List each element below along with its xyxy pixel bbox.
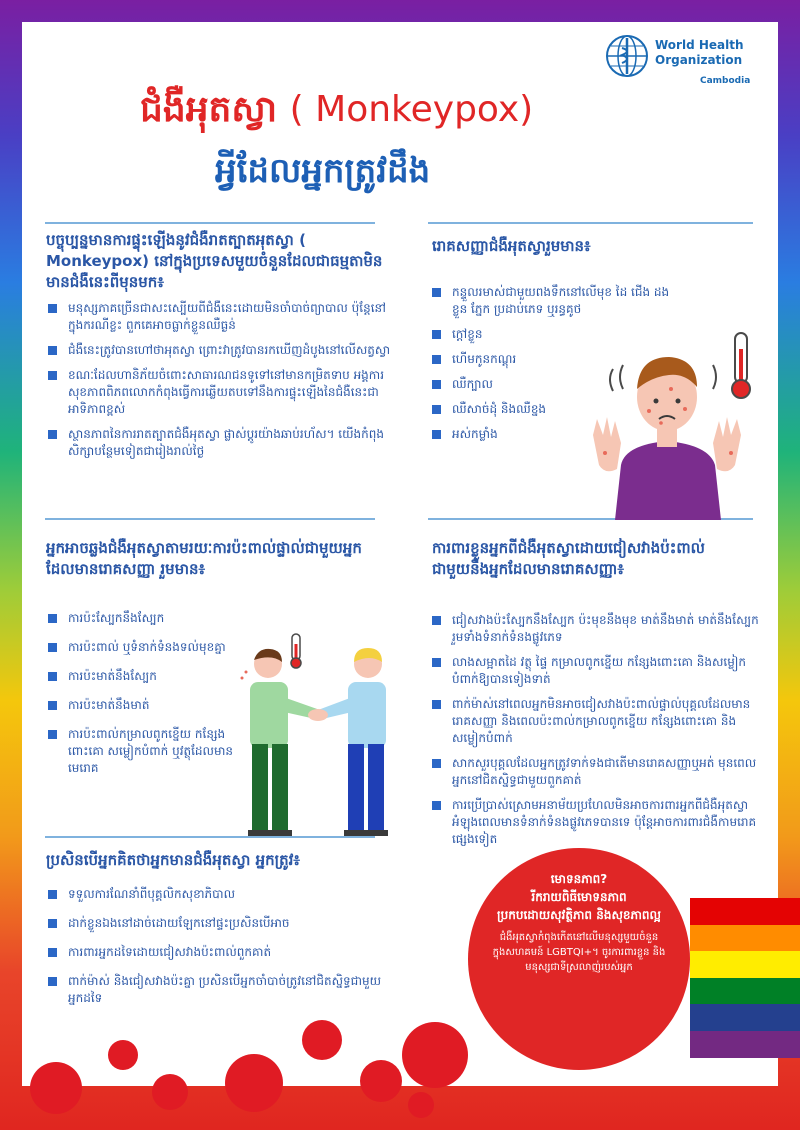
decorative-dot — [225, 1054, 283, 1112]
title-khmer: ជំងឺអុតស្វា — [140, 89, 278, 130]
list-item: ការពារអ្នកដទៃដោយជៀសវាងប៉ះពាល់ពួកគាត់ — [48, 944, 393, 961]
flag-stripe — [690, 951, 800, 978]
list-item: ហើមកូនកណ្ដុរ — [432, 351, 682, 368]
thermometer-icon — [291, 634, 301, 668]
list-item: អស់កម្លាំង — [432, 426, 682, 443]
list-item: ឈឺសាច់ដុំ និងឈឺខ្នង — [432, 401, 682, 418]
page-title — [140, 90, 700, 130]
rainbow-flag — [690, 898, 800, 1058]
decorative-dot — [408, 1092, 434, 1118]
badge-line2: រីករាយពិធីមោទនភាព — [531, 890, 627, 904]
decorative-dot — [302, 1020, 342, 1060]
flag-stripe — [690, 898, 800, 925]
decorative-dot — [402, 1022, 468, 1088]
divider-intro — [45, 222, 375, 224]
list-item: ជំងឺនេះត្រូវបានហៅថាអុតស្វា ព្រោះវាត្រូវបានរកឃើញដំបូងនៅលើសត្វស្វា — [48, 342, 393, 359]
who-name-line1: World Health — [655, 38, 744, 52]
flag-stripe — [690, 925, 800, 952]
decorative-dot — [360, 1060, 402, 1102]
flag-stripe — [690, 1031, 800, 1058]
who-country: Cambodia — [700, 76, 751, 86]
page-subtitle: អ្វីដែលអ្នកត្រូវដឹង — [215, 151, 431, 191]
list-item: សាកសួរបុគ្គលដែលអ្នកត្រូវទាក់ទងជាតើមានរោគសញ្ញាឬអត់ មុនពេលអ្នកនៅជិតស្និទ្ធជាមួយពួកគាត់ — [432, 755, 762, 789]
list-item: ការប្រើប្រាស់ស្រោមអនាម័យប្រហែលមិនអាចការពារអ្នកពីជំងឺអុតស្វាអំឡុងពេលមានទំនាក់ទំនងផ្លូវភេទបានទេ ប៉ុន្តែអាចការពារជំងឺកាមរោគផ្សេងទៀត — [432, 797, 762, 848]
if-sick-heading: ប្រសិនបើអ្នកគិតថាអ្នកមានជំងឺអុតស្វា អ្នកត្រូវ៖ — [46, 851, 301, 869]
sick-person-illustration — [585, 325, 760, 520]
handshake-illustration — [228, 632, 408, 840]
symptoms-heading: រោគសញ្ញាជំងឺអុតស្វារួមមាន៖ — [432, 237, 591, 255]
divider-transmission — [45, 518, 375, 520]
divider-symptoms — [428, 222, 753, 224]
flag-stripe — [690, 978, 800, 1005]
list-item: ពាក់ម៉ាស់នៅពេលអ្នកមិនអាចជៀសវាងប៉ះពាល់ផ្ទាល់បុគ្គលដែលមានរោគសញ្ញា និងពេលប៉ះពាល់កម្រាលពូកខ្នើយ កន្សែងពោះគោ និងសម្លៀកបំពាក់ — [432, 696, 762, 747]
list-item: ក្ដៅខ្លួន — [432, 326, 682, 343]
list-item: លាងសម្អាតដៃ វត្ថុ ផ្ទៃ កម្រាលពូកខ្នើយ កន្សែងពោះគោ និងសម្លៀកបំពាក់ឱ្យបានទៀងទាត់ — [432, 654, 762, 688]
list-item: ពាក់ម៉ាស់ និងជៀសវាងប៉ះគ្នា ប្រសិនបើអ្នកចាំបាច់ត្រូវនៅជិតស្និទ្ធជាមួយអ្នកដទៃ — [48, 973, 393, 1007]
protection-list — [432, 612, 762, 856]
who-name — [655, 38, 744, 68]
if-sick-list — [48, 886, 393, 1015]
who-emblem-icon — [605, 34, 649, 78]
transmission-heading: អ្នកអាចឆ្លងជំងឺអុតស្វាតាមរយៈការប៉ះពាល់ផ្ទាល់ជាមួយអ្នកដែលមានរោគសញ្ញា រួមមាន៖ — [46, 539, 362, 578]
decorative-dot — [152, 1074, 188, 1110]
list-item: ឈឺក្បាល — [432, 376, 682, 393]
list-item: ទទួលការណែនាំពីបុគ្គលិកសុខាភិបាល — [48, 886, 393, 903]
protection-heading: ការពារខ្លួនអ្នកពីជំងឺអុតស្វាដោយជៀសវាងប៉ះពាល់ជាមួយនឹងអ្នកដែលមានរោគសញ្ញា៖ — [432, 539, 705, 578]
who-logo — [605, 34, 755, 90]
who-name-line2: Organization — [655, 53, 743, 67]
list-item: ការប៉ះពាល់កម្រាលពូកខ្នើយ កន្សែងពោះគោ សម្លៀកបំពាក់ ឬវត្ថុដែលមានមេរោគ — [48, 726, 248, 777]
decorative-dot — [108, 1040, 138, 1070]
badge-line1: មោទនភាព? — [550, 872, 608, 886]
flag-stripe — [690, 1004, 800, 1031]
pride-badge — [468, 848, 690, 1070]
list-item: ជៀសវាងប៉ះស្បែកនឹងស្បែក ប៉ះមុខនឹងមុខ មាត់នឹងមាត់ មាត់នឹងស្បែក រួមទាំងទំនាក់ទំនងផ្លូវភេទ — [432, 612, 762, 646]
list-item: ខណៈដែលហានិភ័យចំពោះសាធារណជនទូទៅនៅមានកម្រិតទាប អង្គការសុខភាពពិភពលោកកំពុងធ្វើការឆ្លើយតបទៅនឹងការផ្ទុះឡើងនៃជំងឺនេះជាអាទិភាពខ្ពស់ — [48, 367, 393, 418]
decorative-dot — [30, 1062, 82, 1114]
intro-list — [48, 300, 393, 468]
badge-line3: ប្រកបដោយសុវត្ថិភាព និងសុខភាពល្អ — [497, 908, 661, 922]
list-item: ការប៉ះពាល់ ឬទំនាក់ទំនងទល់មុខគ្នា — [48, 639, 248, 656]
intro-heading: បច្ចុប្បន្នមានការផ្ទុះឡើងនូវជំងឺរាតត្បាតអុតស្វា ( Monkeypox) នៅក្នុងប្រទេសមួយចំនួនដែលជាធម្មតាមិនមានជំងឺនេះពីមុនមក៖ — [46, 231, 383, 291]
list-item: ការប៉ះស្បែកនឹងស្បែក — [48, 610, 248, 627]
list-item: ស្ថានភាពនៃការរាតត្បាតជំងឺអុតស្វា ផ្លាស់ប្ដូរយ៉ាងឆាប់រហ័ស។ យើងកំពុងសិក្សាបន្ថែមទៀតជារៀងរាល់ថ្ងៃ — [48, 426, 393, 460]
list-item: កន្ទួលរមាស់ជាមួយពងទឹកនៅលើមុខ ដៃ ជើង ដងខ្លួន ភ្នែក ប្រដាប់ភេទ ឬរន្ធគូថ — [432, 284, 682, 318]
list-item: ការប៉ះមាត់នឹងមាត់ — [48, 697, 248, 714]
list-item: ដាក់ខ្លួនឯងនៅដាច់ដោយឡែកនៅផ្ទះប្រសិនបើអាច — [48, 915, 393, 932]
thermometer-icon — [732, 333, 750, 398]
title-english: ( Monkeypox) — [289, 89, 534, 130]
badge-text: ជំងឺអុតស្វាកំពុងកើតនៅលើមនុស្សមួយចំនួនក្នុងសហគមន៍ LGBTQI+។ ចូរការពារខ្លួន និងមនុស្សជាទីស្រលាញ់របស់អ្នក — [492, 932, 666, 973]
list-item: ការប៉ះមាត់នឹងស្បែក — [48, 668, 248, 685]
list-item: មនុស្សភាគច្រើនជាសះស្បើយពីជំងឺនេះដោយមិនចាំបាច់ព្យាបាល ប៉ុន្តែនៅក្នុងករណីខ្លះ ពួកគេអាចធ្លាក់ខ្លួនឈឺធ្ងន់ — [48, 300, 393, 334]
transmission-list — [48, 610, 248, 785]
